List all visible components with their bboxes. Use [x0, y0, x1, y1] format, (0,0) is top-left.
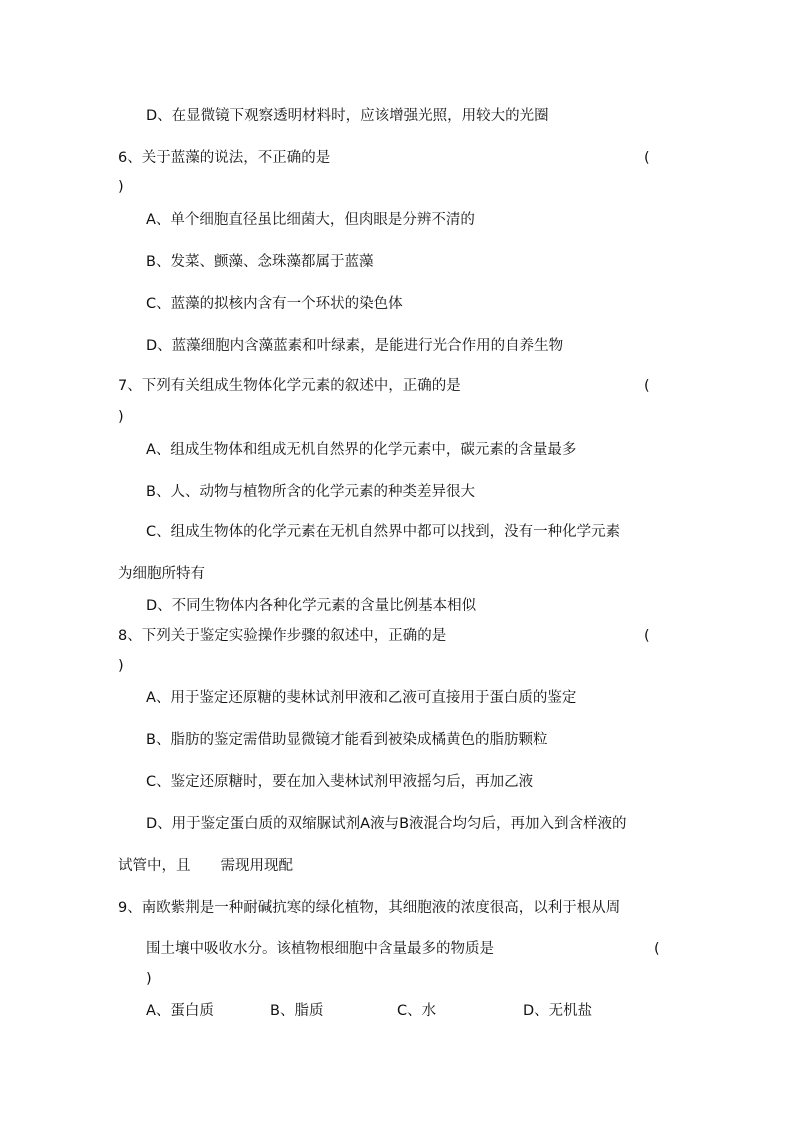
- q8-answer-paren-close: ): [118, 658, 124, 674]
- q5-option-d: D、在显微镜下观察透明材料时，应该增强光照，用较大的光圈: [146, 108, 549, 124]
- q9-stem-line2: 围土壤中吸收水分。该植物根细胞中含量最多的物质是: [146, 941, 494, 957]
- q8-stem: 8、下列关于鉴定实验操作步骤的叙述中，正确的是: [118, 628, 447, 644]
- q8-answer-paren-open: (: [644, 628, 650, 644]
- q8-option-d: D、用于鉴定蛋白质的双缩脲试剂A液与B液混合均匀后，再加入到含样液的: [146, 816, 627, 832]
- q6-option-d: D、蓝藻细胞内含藻蓝素和叶绿素，是能进行光合作用的自养生物: [146, 338, 564, 354]
- q6-stem: 6、关于蓝藻的说法，不正确的是: [118, 150, 331, 166]
- q8-option-d-cont: [118, 857, 293, 875]
- q6-answer-paren-close: ): [118, 179, 124, 195]
- q6-option-b: B、发菜、颤藻、念珠藻都属于蓝藻: [146, 254, 374, 270]
- q7-option-d: D、不同生物体内各种化学元素的含量比例基本相似: [146, 598, 477, 614]
- q9-stem-line1: 9、南欧紫荆是一种耐碱抗寒的绿化植物，其细胞液的浓度很高，以利于根从周: [118, 900, 621, 916]
- q7-answer-paren-close: ): [118, 409, 124, 425]
- q9-choice-a: A、蛋白质: [146, 1003, 214, 1019]
- q7-option-c: C、组成生物体的化学元素在无机自然界中都可以找到，没有一种化学元素: [146, 524, 621, 540]
- q7-option-a: A、组成生物体和组成无机自然界的化学元素中，碳元素的含量最多: [146, 442, 577, 458]
- q8-option-b: B、脂肪的鉴定需借助显微镜才能看到被染成橘黄色的脂肪颗粒: [146, 732, 548, 748]
- q6-option-c: C、蓝藻的拟核内含有一个环状的染色体: [146, 296, 403, 312]
- q7-option-b: B、人、动物与植物所含的化学元素的种类差异很大: [146, 484, 475, 500]
- q9-choice-c: C、水: [397, 1003, 437, 1019]
- q6-answer-paren-open: (: [644, 150, 650, 166]
- q9-choice-b: B、脂质: [270, 1003, 324, 1019]
- q8-cont-part1: 试管中，且: [118, 858, 191, 874]
- q8-option-a: A、用于鉴定还原糖的斐林试剂甲液和乙液可直接用于蛋白质的鉴定: [146, 690, 577, 706]
- q7-answer-paren-open: (: [644, 378, 650, 394]
- q8-cont-part2: 需现用现配: [220, 858, 293, 874]
- q7-stem: 7、下列有关组成生物体化学元素的叙述中，正确的是: [118, 378, 461, 394]
- q8-option-c: C、鉴定还原糖时，要在加入斐林试剂甲液摇匀后，再加乙液: [146, 774, 534, 790]
- q7-option-c-cont: 为细胞所特有: [118, 566, 205, 582]
- q9-answer-paren-close: ): [146, 971, 152, 987]
- q6-option-a: A、单个细胞直径虽比细菌大，但肉眼是分辨不清的: [146, 212, 475, 228]
- q9-choice-d: D、无机盐: [523, 1003, 593, 1019]
- q9-answer-paren-open: (: [654, 941, 660, 957]
